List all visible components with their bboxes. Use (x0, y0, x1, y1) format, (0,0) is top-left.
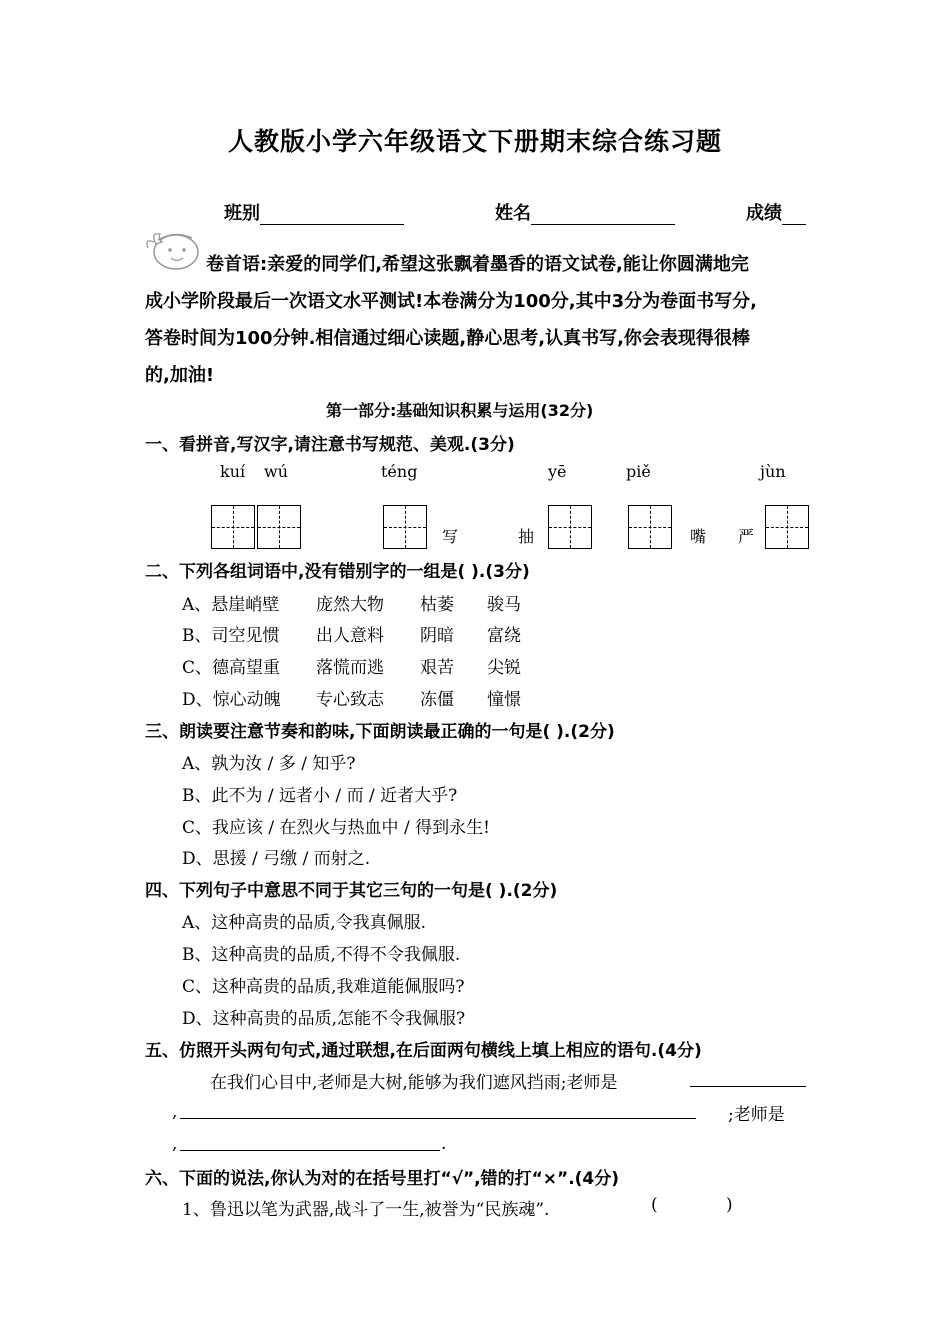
intro-line-3: 答卷时间为100分钟.相信通过细心读题,静心思考,认真书写,你会表现得很棒 (145, 328, 750, 349)
q2-option-a[interactable] (182, 590, 521, 615)
q3-title: 三、朗读要注意节奏和韵味,下面朗读最正确的一句是( ).(2分) (145, 722, 615, 742)
class-label: 班别 (224, 203, 260, 224)
q4-option-b[interactable]: B、这种高贵的品质,不得不令我佩服. (182, 945, 461, 965)
page-title: 人教版小学六年级语文下册期末综合练习题 (227, 127, 722, 156)
q3-option-a[interactable]: A、孰为汝 / 多 / 知乎? (182, 754, 356, 774)
pinyin-jun: jùn (760, 462, 786, 481)
intro-line-1: 卷首语:亲爱的同学们,希望这张飘着墨香的语文试卷,能让你圆满地完 (206, 254, 749, 275)
word: 骏马 (487, 595, 521, 615)
word: B、司空见惯 (182, 626, 280, 646)
word: 出人意料 (316, 626, 384, 646)
pinyin-teng: téng (381, 462, 418, 481)
q5-prompt-text: 在我们心目中,老师是大树,能够为我们遮风挡雨;老师是 (210, 1073, 618, 1093)
char-zui: 嘴 (690, 527, 707, 546)
q5-comma-1: , (172, 1102, 178, 1122)
q4-option-c[interactable]: C、这种高贵的品质,我难道能佩服吗? (182, 977, 465, 997)
intro-line-4: 的,加油! (145, 365, 215, 386)
q5-prompt (210, 1068, 618, 1093)
word: 阴暗 (420, 626, 454, 646)
score-label: 成绩 (746, 203, 782, 224)
pinyin-ye: yē (548, 462, 567, 481)
word: 尖锐 (487, 658, 521, 678)
word: 憧憬 (487, 690, 521, 710)
pinyin-wu: wú (264, 462, 288, 481)
q3-option-d[interactable]: D、思援 / 弓缴 / 而射之. (182, 849, 371, 869)
q6-bracket-open: ( (651, 1195, 658, 1215)
q6-title: 六、下面的说法,你认为对的在括号里打“√”,错的打“×”.(4分) (145, 1169, 620, 1189)
q5-comma-2: , (172, 1134, 178, 1154)
tianzige-box[interactable] (765, 505, 809, 549)
word: A、悬崖峭壁 (182, 595, 280, 615)
q4-option-d[interactable]: D、这种高贵的品质,怎能不令我佩服? (182, 1009, 466, 1029)
word: C、德高望重 (182, 658, 281, 678)
word: 冻僵 (420, 690, 454, 710)
class-blank[interactable] (260, 206, 404, 225)
q5-title: 五、仿照开头两句句式,通过联想,在后面两句横线上填上相应的语句.(4分) (145, 1041, 702, 1061)
tianzige-box[interactable] (628, 505, 672, 549)
score-field (746, 199, 806, 225)
q1-title: 一、看拼音,写汉字,请注意书写规范、美观.(3分) (145, 435, 515, 455)
q5-blank-3[interactable] (180, 1132, 440, 1151)
name-blank[interactable] (531, 206, 675, 225)
q2-option-d[interactable] (182, 685, 521, 710)
tianzige-box[interactable] (211, 505, 255, 549)
q4-option-a[interactable]: A、这种高贵的品质,令我真佩服. (182, 913, 427, 933)
word: 艰苦 (420, 658, 454, 678)
word: 枯萎 (420, 595, 454, 615)
char-yan: 严 (738, 527, 755, 546)
q5-blank-1[interactable] (690, 1068, 806, 1087)
word: 落慌而逃 (316, 658, 384, 678)
pinyin-kui: kuí (220, 462, 246, 481)
word: D、惊心动魄 (182, 690, 281, 710)
char-chou: 抽 (518, 527, 535, 546)
class-field (224, 199, 404, 225)
pinyin-pie: piě (626, 462, 651, 481)
q5-blank-2[interactable] (180, 1100, 696, 1119)
q6-item-1: 1、鲁迅以笔为武器,战斗了一生,被誉为“民族魂”. (182, 1200, 550, 1220)
q5-period: . (441, 1134, 447, 1154)
name-field (495, 199, 675, 225)
q3-option-b[interactable]: B、此不为 / 远者小 / 而 / 近者大乎? (182, 786, 458, 806)
tianzige-box[interactable] (257, 505, 301, 549)
q5-line2-end: ;老师是 (728, 1105, 785, 1125)
name-label: 姓名 (495, 203, 531, 224)
q2-option-c[interactable] (182, 653, 521, 678)
q3-option-c[interactable]: C、我应该 / 在烈火与热血中 / 得到永生! (182, 818, 490, 838)
word: 庞然大物 (316, 595, 384, 615)
intro-line-2: 成小学阶段最后一次语文水平测试!本卷满分为100分,其中3分为卷面书写分, (145, 291, 757, 312)
q6-bracket-close: ) (726, 1195, 733, 1215)
word: 富绕 (487, 626, 521, 646)
word: 专心致志 (316, 690, 384, 710)
char-xie: 写 (442, 527, 459, 546)
section-1-heading: 第一部分:基础知识积累与运用(32分) (326, 401, 594, 420)
q2-title: 二、下列各组词语中,没有错别字的一组是( ).(3分) (145, 562, 530, 582)
q4-title: 四、下列句子中意思不同于其它三句的一句是( ).(2分) (145, 881, 558, 901)
girl-face-icon (144, 228, 204, 272)
q2-option-b[interactable] (182, 621, 521, 646)
score-blank[interactable] (782, 206, 806, 225)
tianzige-box[interactable] (548, 505, 592, 549)
tianzige-box[interactable] (383, 505, 427, 549)
